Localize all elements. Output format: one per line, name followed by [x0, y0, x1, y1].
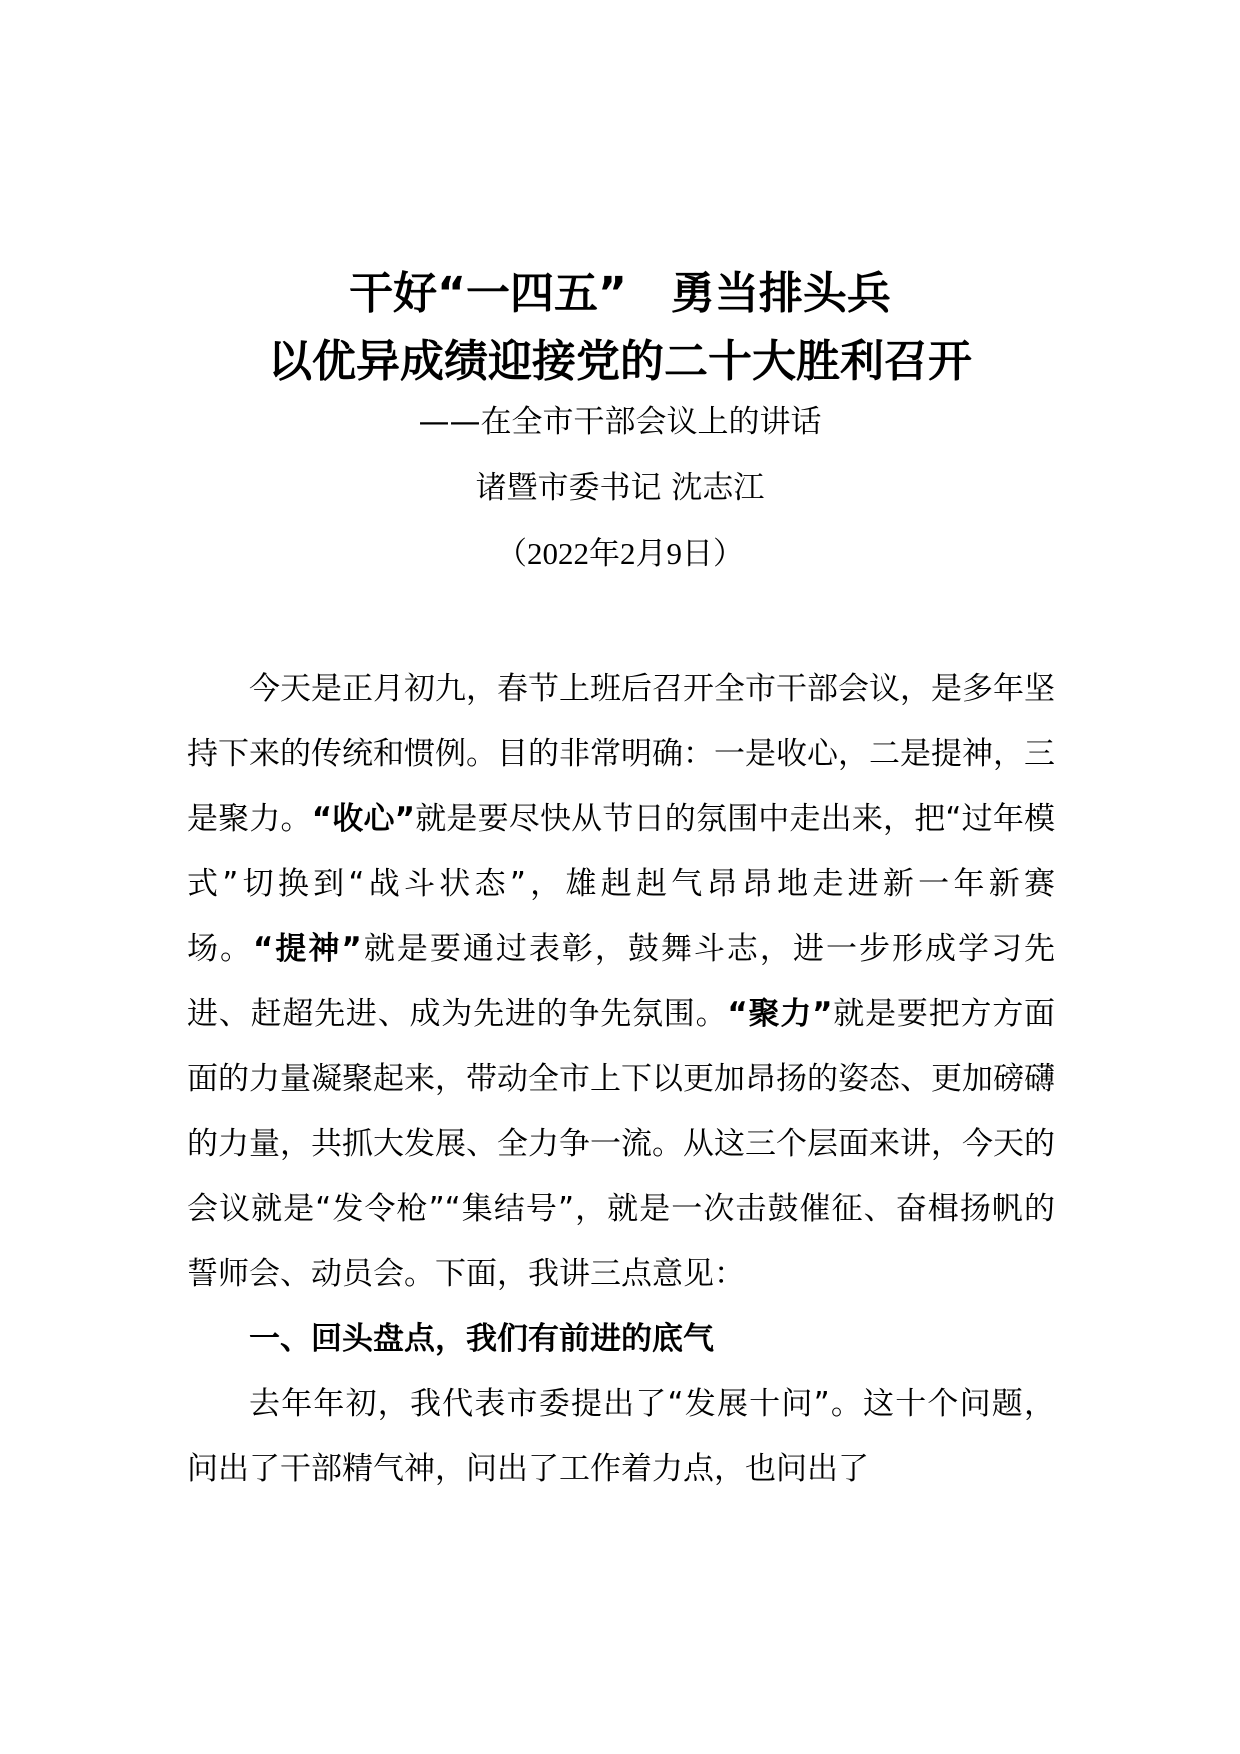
intro-text-4: 就是要把方方面面的力量凝聚起来，带动全市上下以更加昂扬的姿态、更加磅礴的力量，共抓大发展、全力争一流。从这三个层面来讲，今天的会议就是“发令枪”“集结号”，就是一次击鼓催征、奋楫扬帆的誓师会、动员会。下面，我讲三点意见：	[187, 996, 1056, 1292]
intro-text-2: 就是要尽快从节日的氛围中走出来，把“过年模式”切换到“战斗状态”，雄赳赳气昂昂地走进新一年新赛场。	[187, 801, 1056, 967]
section-heading-1: 一、回头盘点，我们有前进的底气	[249, 1321, 714, 1357]
intro-text-3: 就是要通过表彰，鼓舞斗志，进一步形成学习先进、赶超先进、成为先进的争先氛围。	[187, 931, 1056, 1032]
title-line-2: 以优异成绩迎接党的二十大胜利召开	[268, 336, 972, 387]
document-body	[187, 657, 1055, 1502]
intro-text-1: 今天是正月初九，春节上班后召开全市干部会议，是多年坚持下来的传统和惯例。目的非常明确：一是收心，二是提神，三是聚力。	[187, 671, 1055, 837]
subtitle: ——在全市干部会议上的讲话	[418, 404, 822, 440]
keyword-shouxin: “收心”	[311, 801, 416, 837]
intro-paragraph	[187, 657, 1055, 1307]
keyword-juli: “聚力”	[727, 996, 833, 1032]
author-line: 诸暨市委书记 沈志江	[475, 470, 765, 506]
keyword-tishen: “提神”	[253, 931, 362, 967]
title-line-1: 干好“一四五” 勇当排头兵	[349, 268, 891, 319]
date-line: （2022年2月9日）	[496, 536, 744, 571]
section-paragraph-1: 去年年初，我代表市委提出了“发展十问”。这十个问题，问出了干部精气神，问出了工作着力点，也问出了	[187, 1386, 1055, 1487]
